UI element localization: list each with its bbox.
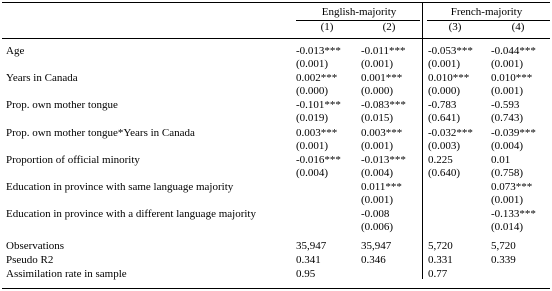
se-cell: (0.000) xyxy=(428,85,461,98)
se-cell: (0.001) xyxy=(491,85,524,98)
coef-cell: -0.053*** xyxy=(428,45,473,57)
summary-cell: 0.339 xyxy=(491,254,516,266)
coef-cell: -0.593 xyxy=(491,99,520,112)
col-number-1: (1) xyxy=(320,21,334,33)
coef-cell: -0.016*** xyxy=(296,153,341,166)
se-cell: (0.019) xyxy=(296,112,329,125)
se-cell: (0.004) xyxy=(296,166,329,179)
se-cell: (0.003) xyxy=(428,139,461,152)
coef-cell: 0.225 xyxy=(428,153,453,166)
se-cell: (0.001) xyxy=(491,194,524,206)
coef-cell: -0.008 xyxy=(361,208,390,221)
summary-label: Observations xyxy=(6,240,65,252)
se-cell: (0.001) xyxy=(428,58,461,70)
se-cell: (0.000) xyxy=(361,85,394,98)
se-cell: (0.001) xyxy=(296,58,329,70)
coef-cell: -0.083*** xyxy=(361,99,406,112)
coef-cell: 0.010*** xyxy=(428,72,470,85)
se-cell: (0.004) xyxy=(491,139,524,152)
se-cell: (0.001) xyxy=(296,139,329,152)
se-cell: (0.004) xyxy=(361,166,394,179)
summary-label: Pseudo R2 xyxy=(6,254,54,266)
se-cell: (0.014) xyxy=(491,221,524,234)
row-label: Education in province with a different language majority xyxy=(6,208,256,221)
coef-cell: 0.003*** xyxy=(296,126,338,139)
col-number-4: (4) xyxy=(511,21,525,33)
row-label: Age xyxy=(6,45,25,57)
coef-cell: -0.044*** xyxy=(491,45,536,57)
row-label: Proportion of official minority xyxy=(6,153,140,166)
group-header-english: English-majority xyxy=(321,6,397,18)
se-cell: (0.641) xyxy=(428,112,461,125)
coef-cell: -0.101*** xyxy=(296,99,341,112)
coef-cell: -0.013*** xyxy=(361,153,406,166)
se-cell: (0.743) xyxy=(491,112,524,125)
coef-cell: 0.01 xyxy=(491,153,511,166)
coef-cell: -0.039*** xyxy=(491,126,536,139)
coef-cell: 0.001*** xyxy=(361,72,403,85)
coef-cell: -0.133*** xyxy=(491,208,536,221)
se-cell: (0.001) xyxy=(491,58,524,70)
summary-cell: 5,720 xyxy=(491,240,516,252)
header-rule xyxy=(2,38,550,39)
group-header-french: French-majority xyxy=(450,6,523,18)
se-cell: (0.001) xyxy=(361,58,394,70)
row-label: Prop. own mother tongue xyxy=(6,99,118,112)
coef-cell: 0.010*** xyxy=(491,72,533,85)
col-number-3: (3) xyxy=(448,21,462,33)
summary-cell: 0.341 xyxy=(296,254,321,266)
row-label: Years in Canada xyxy=(6,72,78,85)
coef-cell: 0.073*** xyxy=(491,181,533,193)
coef-cell: 0.003*** xyxy=(361,126,403,139)
row-label: Education in province with same language majority xyxy=(6,181,234,193)
coef-cell: -0.032*** xyxy=(428,126,473,139)
se-cell: (0.000) xyxy=(296,85,329,98)
se-cell: (0.015) xyxy=(361,112,394,125)
row-label: Prop. own mother tongue*Years in Canada xyxy=(6,126,195,139)
se-cell: (0.001) xyxy=(361,194,394,206)
summary-cell: 5,720 xyxy=(428,240,453,252)
summary-label: Assimilation rate in sample xyxy=(6,268,127,280)
se-cell: (0.758) xyxy=(491,166,524,179)
summary-cell: 35,947 xyxy=(296,240,327,252)
group-divider xyxy=(422,3,423,279)
summary-cell: 35,947 xyxy=(361,240,392,252)
se-cell: (0.006) xyxy=(361,221,394,234)
bottom-rule xyxy=(2,288,550,289)
coef-cell: -0.013*** xyxy=(296,45,341,57)
coef-cell: -0.783 xyxy=(428,99,457,112)
summary-cell: 0.346 xyxy=(361,254,386,266)
summary-cell: 0.77 xyxy=(428,268,448,280)
coef-cell: -0.011*** xyxy=(361,45,406,57)
coef-cell: 0.002*** xyxy=(296,72,338,85)
summary-cell: 0.331 xyxy=(428,254,453,266)
col-number-2: (2) xyxy=(382,21,396,33)
coef-cell: 0.011*** xyxy=(361,181,402,193)
se-cell: (0.640) xyxy=(428,166,461,179)
summary-cell: 0.95 xyxy=(296,268,316,280)
se-cell: (0.001) xyxy=(361,139,394,152)
top-rule xyxy=(2,2,550,3)
